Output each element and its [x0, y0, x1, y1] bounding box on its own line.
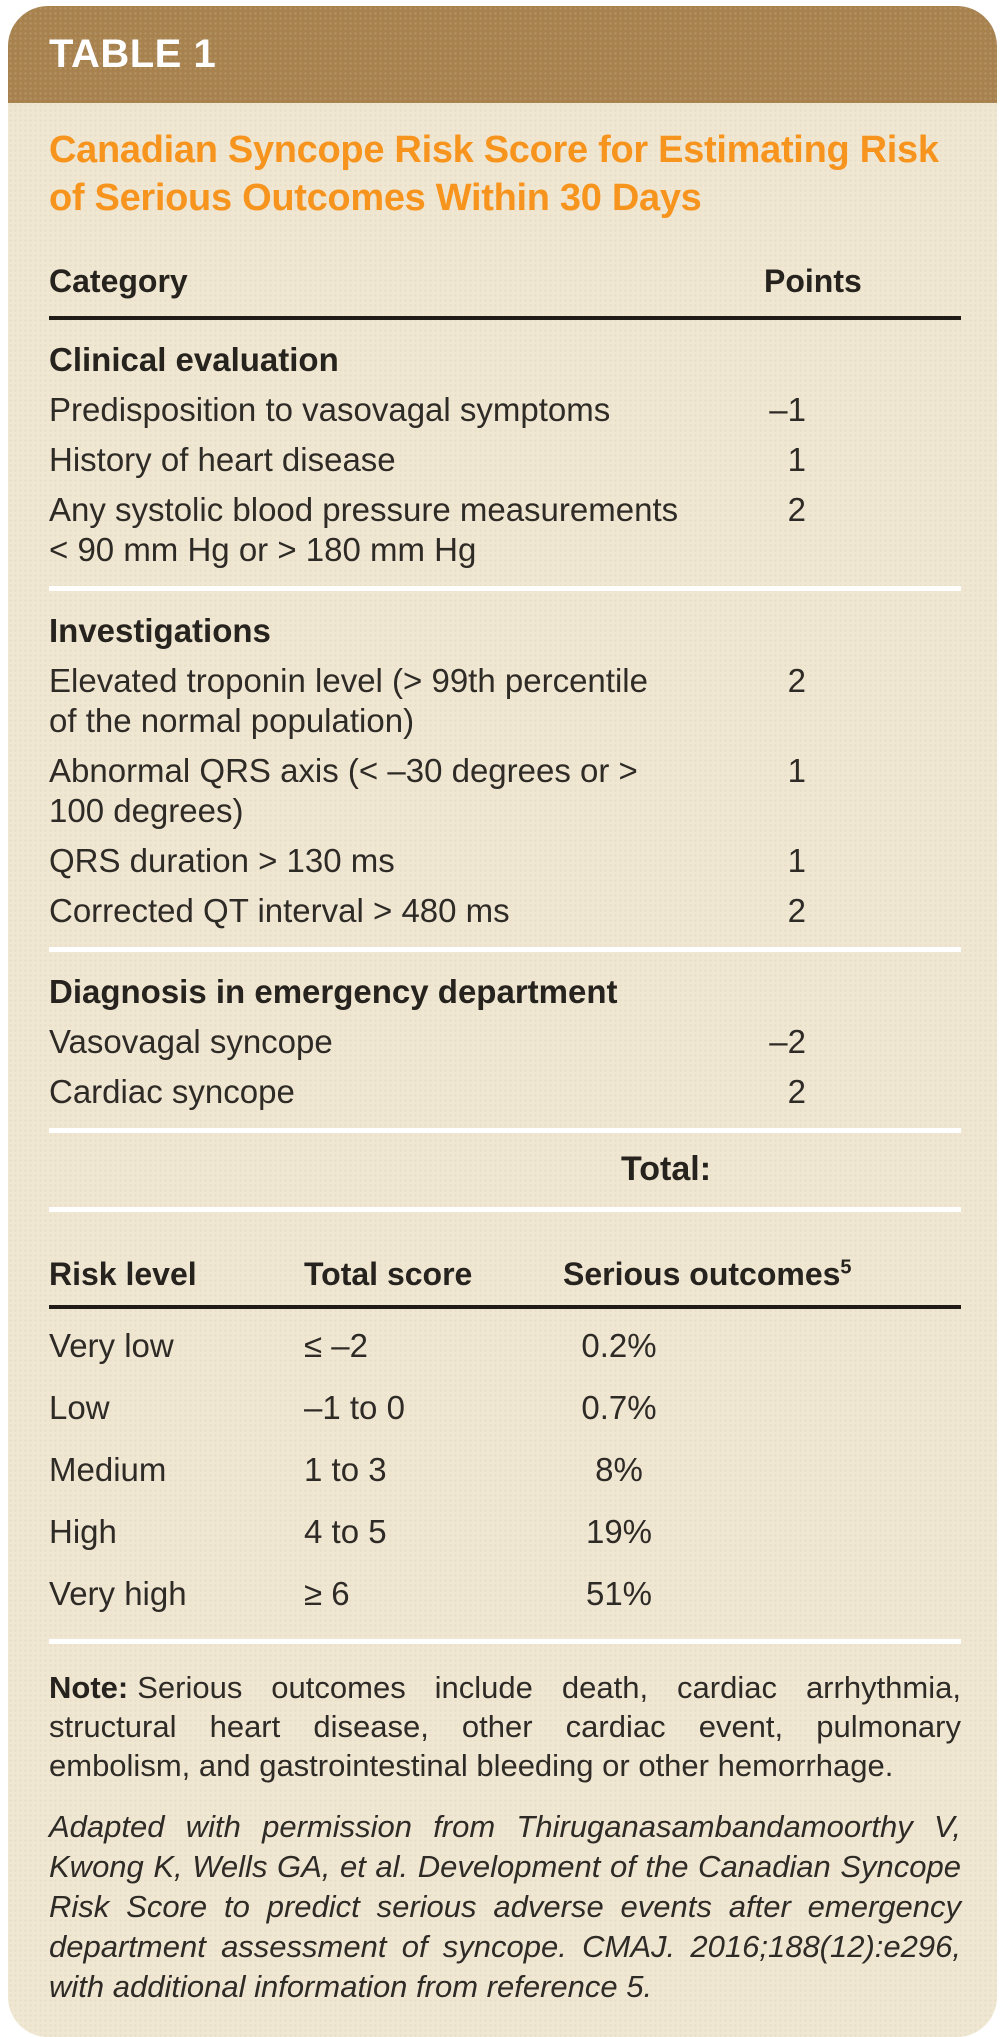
note-text: Serious outcomes include death, cardiac arrhythmia, structural heart disease, other cardiac event, pulmonary embolism, and gastrointestinal bleeding or other hemorrhage. [49, 1669, 961, 1783]
total-row [49, 1147, 961, 1191]
table-body [8, 103, 997, 2037]
table-row [49, 891, 961, 931]
total-score-column-header: Total score [304, 1255, 473, 1292]
section-heading-clinical-evaluation: Clinical evaluation [49, 340, 339, 378]
row-points: –1 [769, 390, 806, 428]
serious-outcomes-cell [563, 1383, 961, 1433]
risk-table-row [49, 1445, 961, 1495]
note-paragraph [49, 1668, 961, 1785]
score-table-header-row [49, 263, 961, 300]
total-label: Total: [621, 1149, 712, 1188]
table-row [49, 1022, 961, 1062]
table-1-card [8, 6, 997, 2037]
section-divider [49, 586, 961, 591]
row-label: Abnormal QRS axis (< –30 degrees or > 100 degrees) [49, 751, 638, 829]
risk-level-column-header: Risk level [49, 1255, 197, 1292]
row-label: Any systolic blood pressure measurements < 90 mm Hg or > 180 mm Hg [49, 490, 679, 568]
serious-outcomes-value: 51% [585, 1574, 653, 1612]
row-label: Vasovagal syncope [49, 1022, 333, 1060]
serious-outcomes-column-header [563, 1256, 961, 1293]
row-points: 2 [787, 490, 806, 528]
table-row [49, 390, 961, 430]
serious-outcomes-cell [563, 1321, 961, 1371]
risk-level-cell: Very high [49, 1574, 187, 1612]
section-divider [49, 1128, 961, 1133]
points-column-header: Points [764, 262, 862, 299]
row-points: 2 [787, 661, 806, 699]
table-header-bar [8, 6, 997, 103]
section-heading-investigations: Investigations [49, 611, 271, 649]
risk-level-cell: Low [49, 1388, 110, 1426]
category-column-header: Category [49, 262, 188, 299]
row-points: 2 [787, 891, 806, 929]
table-title: Canadian Syncope Risk Score for Estimating Risk of Serious Outcomes Within 30 Days [49, 129, 939, 219]
row-label: Cardiac syncope [49, 1072, 295, 1110]
row-points: 1 [787, 751, 806, 789]
row-points: 1 [787, 841, 806, 879]
row-points: 1 [787, 440, 806, 478]
row-label: Elevated troponin level (> 99th percentile of the normal population) [49, 661, 648, 739]
risk-table-row [49, 1507, 961, 1557]
section-divider [49, 947, 961, 952]
risk-level-cell: Very low [49, 1326, 174, 1364]
table-row [49, 1072, 961, 1112]
serious-outcomes-value: 8% [595, 1450, 643, 1488]
risk-table-row [49, 1569, 961, 1619]
serious-outcomes-value: 19% [585, 1512, 653, 1550]
row-label: Corrected QT interval > 480 ms [49, 891, 510, 929]
table-row [49, 661, 961, 741]
risk-table-row [49, 1383, 961, 1433]
row-label: QRS duration > 130 ms [49, 841, 395, 879]
table-row [49, 490, 961, 570]
serious-outcomes-value: 0.2% [581, 1326, 657, 1364]
serious-outcomes-cell [563, 1507, 961, 1557]
risk-table-row [49, 1321, 961, 1371]
table-row [49, 751, 961, 831]
note-label: Note: [49, 1669, 129, 1705]
row-label: History of heart disease [49, 440, 396, 478]
section-divider [49, 1639, 961, 1644]
total-score-cell: 1 to 3 [304, 1450, 387, 1488]
citation-paragraph: Adapted with permission from Thiruganasambandamoorthy V, Kwong K, Wells GA, et al. Development of the Canadian Syncope Risk Score to predict serious adverse events after emergency department assessment of syncope. CMAJ. 2016;188(12):e296, with additional information from reference 5. [49, 1808, 961, 2004]
row-points: –2 [769, 1022, 806, 1060]
serious-outcomes-header-text: Serious outcomes [563, 1255, 841, 1292]
serious-outcomes-value: 0.7% [581, 1388, 657, 1426]
reference-superscript: 5 [840, 1256, 852, 1279]
row-points: 2 [787, 1072, 806, 1110]
total-score-cell: 4 to 5 [304, 1512, 387, 1550]
total-score-cell: ≥ 6 [304, 1574, 350, 1612]
section-divider [49, 1207, 961, 1212]
risk-level-cell: High [49, 1512, 117, 1550]
table-row [49, 841, 961, 881]
serious-outcomes-cell [563, 1569, 961, 1619]
table-number-label: TABLE 1 [49, 32, 217, 76]
total-score-cell: –1 to 0 [304, 1388, 405, 1426]
total-score-cell: ≤ –2 [304, 1326, 368, 1364]
score-table-header-rule [49, 316, 961, 320]
risk-level-cell: Medium [49, 1450, 167, 1488]
risk-table-header-rule [49, 1305, 961, 1309]
table-row [49, 440, 961, 480]
serious-outcomes-cell [563, 1445, 961, 1495]
row-label: Predisposition to vasovagal symptoms [49, 390, 611, 428]
risk-table-header-row [49, 1256, 961, 1293]
section-heading-diagnosis: Diagnosis in emergency department [49, 972, 618, 1010]
